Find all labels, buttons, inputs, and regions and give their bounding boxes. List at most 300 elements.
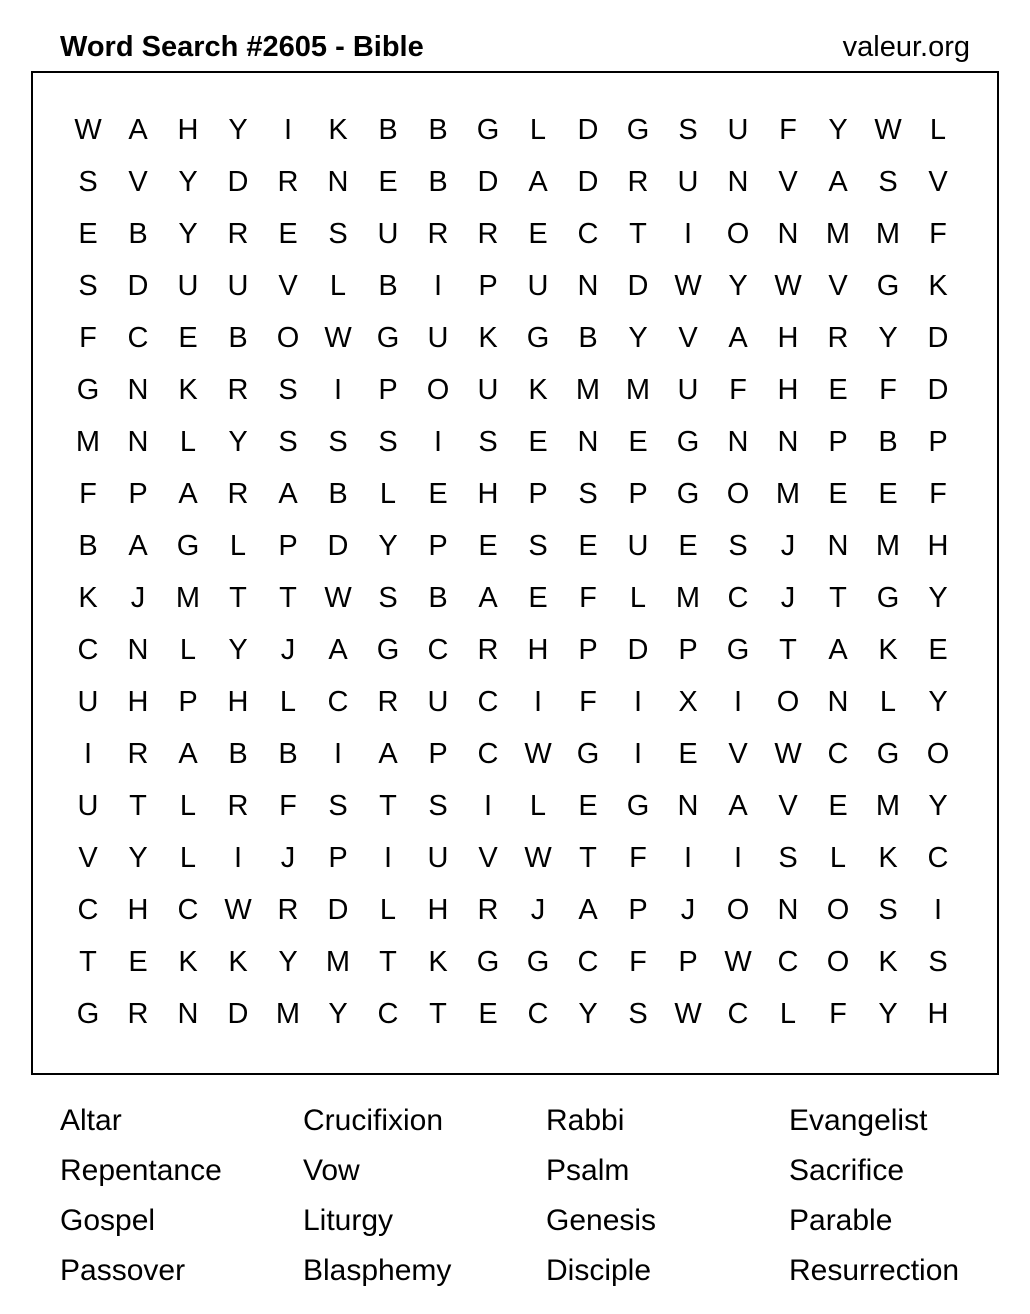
grid-letter: T bbox=[379, 790, 397, 822]
grid-letter: Y bbox=[328, 998, 348, 1030]
grid-letter: K bbox=[228, 946, 248, 978]
grid-letter: U bbox=[77, 686, 99, 718]
grid-letter: Y bbox=[178, 218, 198, 250]
grid-letter: T bbox=[629, 218, 647, 250]
grid-letter: E bbox=[528, 582, 548, 614]
grid-letter: U bbox=[427, 842, 449, 874]
grid-letter: E bbox=[878, 478, 898, 510]
word-list-item: Psalm bbox=[546, 1154, 630, 1187]
grid-letter: A bbox=[178, 738, 198, 770]
grid-letter: Y bbox=[278, 946, 298, 978]
grid-letter: F bbox=[629, 842, 647, 874]
grid-letter: G bbox=[676, 478, 700, 510]
grid-letter: K bbox=[178, 374, 198, 406]
grid-letter: J bbox=[680, 894, 696, 926]
word-list bbox=[60, 1096, 1000, 1296]
grid-letter: F bbox=[79, 478, 97, 510]
grid-letter: B bbox=[328, 478, 348, 510]
grid-letter: E bbox=[628, 426, 648, 458]
grid-letter: O bbox=[826, 946, 850, 978]
grid-letter: B bbox=[228, 738, 248, 770]
grid-letter: E bbox=[128, 946, 148, 978]
grid-letter: V bbox=[278, 270, 298, 302]
grid-letter: N bbox=[127, 634, 149, 666]
grid-letter: F bbox=[929, 478, 947, 510]
grid-letter: G bbox=[76, 998, 100, 1030]
grid-letter: I bbox=[683, 842, 693, 874]
grid-letter: S bbox=[278, 426, 298, 458]
grid-letter: U bbox=[427, 686, 449, 718]
grid-letter: I bbox=[233, 842, 243, 874]
grid-letter: A bbox=[378, 738, 398, 770]
grid-letter: Y bbox=[928, 582, 948, 614]
grid-letter: F bbox=[579, 686, 597, 718]
site-name: valeur.org bbox=[842, 31, 970, 63]
grid-letter: G bbox=[876, 738, 900, 770]
grid-letter: W bbox=[524, 842, 552, 874]
letter-grid bbox=[63, 104, 963, 1040]
grid-letter: D bbox=[227, 166, 249, 198]
grid-letter: A bbox=[828, 166, 848, 198]
grid-letter: S bbox=[628, 998, 648, 1030]
grid-letter: M bbox=[775, 478, 801, 510]
grid-letter: I bbox=[683, 218, 693, 250]
grid-letter: Y bbox=[228, 426, 248, 458]
grid-letter: H bbox=[227, 686, 249, 718]
grid-letter: L bbox=[529, 790, 547, 822]
grid-letter: A bbox=[728, 322, 748, 354]
grid-letter: U bbox=[377, 218, 399, 250]
grid-letter: B bbox=[578, 322, 598, 354]
grid-letter: P bbox=[678, 634, 698, 666]
grid-letter: K bbox=[328, 114, 348, 146]
grid-letter: K bbox=[878, 946, 898, 978]
grid-letter: L bbox=[379, 894, 397, 926]
grid-letter: T bbox=[279, 582, 297, 614]
grid-letter: S bbox=[478, 426, 498, 458]
grid-letter: N bbox=[727, 166, 749, 198]
grid-letter: S bbox=[928, 946, 948, 978]
grid-letter: P bbox=[278, 530, 298, 562]
grid-letter: S bbox=[728, 530, 748, 562]
grid-letter: E bbox=[178, 322, 198, 354]
grid-letter: Y bbox=[228, 634, 248, 666]
grid-letter: X bbox=[678, 686, 698, 718]
grid-letter: R bbox=[227, 478, 249, 510]
grid-letter: K bbox=[78, 582, 98, 614]
grid-letter: I bbox=[433, 426, 443, 458]
grid-letter: C bbox=[427, 634, 449, 666]
grid-letter: H bbox=[177, 114, 199, 146]
grid-letter: S bbox=[528, 530, 548, 562]
grid-letter: T bbox=[229, 582, 247, 614]
grid-letter: B bbox=[378, 114, 398, 146]
word-list-item: Parable bbox=[789, 1204, 893, 1237]
grid-letter: Y bbox=[228, 114, 248, 146]
word-list-item: Gospel bbox=[60, 1204, 156, 1237]
word-list-item: Evangelist bbox=[789, 1104, 928, 1137]
grid-letter: L bbox=[179, 842, 197, 874]
grid-letter: E bbox=[828, 790, 848, 822]
grid-letter: M bbox=[675, 582, 701, 614]
word-list-item: Disciple bbox=[546, 1254, 652, 1287]
grid-letter: K bbox=[178, 946, 198, 978]
grid-letter: E bbox=[78, 218, 98, 250]
grid-letter: H bbox=[477, 478, 499, 510]
grid-letter: C bbox=[827, 738, 849, 770]
grid-letter: S bbox=[878, 894, 898, 926]
grid-letter: R bbox=[477, 894, 499, 926]
grid-letter: S bbox=[278, 374, 298, 406]
grid-letter: A bbox=[728, 790, 748, 822]
word-list-item: Sacrifice bbox=[789, 1154, 905, 1187]
grid-letter: F bbox=[279, 790, 297, 822]
grid-letter: R bbox=[627, 166, 649, 198]
grid-letter: V bbox=[128, 166, 148, 198]
grid-letter: F bbox=[79, 322, 97, 354]
grid-letter: N bbox=[127, 374, 149, 406]
grid-letter: A bbox=[328, 634, 348, 666]
grid-letter: J bbox=[280, 634, 296, 666]
grid-letter: S bbox=[78, 270, 98, 302]
grid-letter: N bbox=[577, 426, 599, 458]
grid-letter: E bbox=[828, 374, 848, 406]
grid-letter: C bbox=[777, 946, 799, 978]
grid-letter: P bbox=[178, 686, 198, 718]
grid-letter: C bbox=[477, 738, 499, 770]
grid-letter: O bbox=[276, 322, 300, 354]
grid-letter: T bbox=[129, 790, 147, 822]
grid-letter: C bbox=[527, 998, 549, 1030]
grid-letter: F bbox=[729, 374, 747, 406]
grid-letter: N bbox=[577, 270, 599, 302]
grid-letter: D bbox=[627, 634, 649, 666]
word-list-item: Crucifixion bbox=[303, 1104, 444, 1137]
grid-letter: P bbox=[628, 894, 648, 926]
grid-letter: K bbox=[478, 322, 498, 354]
grid-letter: O bbox=[776, 686, 800, 718]
grid-letter: B bbox=[128, 218, 148, 250]
grid-letter: B bbox=[428, 114, 448, 146]
grid-letter: N bbox=[827, 530, 849, 562]
grid-letter: Y bbox=[178, 166, 198, 198]
grid-letter: K bbox=[928, 270, 948, 302]
grid-letter: M bbox=[575, 374, 601, 406]
grid-letter: T bbox=[79, 946, 97, 978]
grid-letter: K bbox=[878, 634, 898, 666]
page-title: Word Search #2605 - Bible bbox=[60, 31, 424, 63]
grid-letter: J bbox=[780, 530, 796, 562]
grid-letter: E bbox=[678, 530, 698, 562]
grid-letter: Y bbox=[378, 530, 398, 562]
grid-letter: R bbox=[227, 218, 249, 250]
grid-letter: R bbox=[477, 218, 499, 250]
grid-letter: S bbox=[878, 166, 898, 198]
grid-letter: D bbox=[577, 114, 599, 146]
grid-letter: N bbox=[327, 166, 349, 198]
grid-letter: P bbox=[928, 426, 948, 458]
grid-letter: C bbox=[127, 322, 149, 354]
grid-letter: M bbox=[875, 790, 901, 822]
grid-letter: W bbox=[524, 738, 552, 770]
grid-letter: O bbox=[726, 218, 750, 250]
grid-letter: L bbox=[229, 530, 247, 562]
grid-letter: D bbox=[627, 270, 649, 302]
grid-letter: G bbox=[526, 322, 550, 354]
grid-letter: A bbox=[828, 634, 848, 666]
grid-letter: C bbox=[727, 998, 749, 1030]
grid-letter: N bbox=[777, 218, 799, 250]
grid-letter: E bbox=[378, 166, 398, 198]
grid-letter: N bbox=[777, 426, 799, 458]
grid-letter: W bbox=[774, 270, 802, 302]
grid-letter: G bbox=[476, 946, 500, 978]
grid-letter: M bbox=[325, 946, 351, 978]
grid-letter: I bbox=[933, 894, 943, 926]
grid-letter: U bbox=[677, 374, 699, 406]
grid-letter: R bbox=[127, 738, 149, 770]
grid-letter: M bbox=[175, 582, 201, 614]
grid-letter: O bbox=[426, 374, 450, 406]
grid-letter: L bbox=[279, 686, 297, 718]
grid-letter: H bbox=[927, 530, 949, 562]
word-list-item: Vow bbox=[303, 1154, 360, 1187]
grid-letter: I bbox=[483, 790, 493, 822]
grid-letter: S bbox=[378, 582, 398, 614]
grid-letter: M bbox=[875, 218, 901, 250]
grid-letter: V bbox=[828, 270, 848, 302]
word-list-item: Genesis bbox=[546, 1204, 657, 1237]
grid-letter: N bbox=[827, 686, 849, 718]
grid-letter: L bbox=[629, 582, 647, 614]
grid-letter: E bbox=[678, 738, 698, 770]
grid-letter: F bbox=[829, 998, 847, 1030]
grid-letter: A bbox=[528, 166, 548, 198]
grid-letter: B bbox=[278, 738, 298, 770]
grid-letter: Y bbox=[728, 270, 748, 302]
grid-letter: W bbox=[674, 270, 702, 302]
grid-letter: C bbox=[77, 634, 99, 666]
grid-letter: Y bbox=[128, 842, 148, 874]
grid-letter: M bbox=[75, 426, 101, 458]
grid-letter: B bbox=[878, 426, 898, 458]
grid-letter: G bbox=[76, 374, 100, 406]
grid-letter: C bbox=[477, 686, 499, 718]
word-list-item: Liturgy bbox=[303, 1204, 394, 1237]
grid-letter: U bbox=[177, 270, 199, 302]
grid-letter: A bbox=[578, 894, 598, 926]
grid-letter: N bbox=[727, 426, 749, 458]
grid-letter: N bbox=[677, 790, 699, 822]
grid-letter: P bbox=[628, 478, 648, 510]
grid-letter: L bbox=[829, 842, 847, 874]
word-list-item: Passover bbox=[60, 1254, 186, 1287]
grid-letter: L bbox=[179, 634, 197, 666]
grid-letter: U bbox=[627, 530, 649, 562]
grid-letter: M bbox=[625, 374, 651, 406]
grid-letter: T bbox=[429, 998, 447, 1030]
grid-letter: F bbox=[779, 114, 797, 146]
grid-letter: Y bbox=[928, 790, 948, 822]
word-list-item: Rabbi bbox=[546, 1104, 625, 1137]
word-list-item: Resurrection bbox=[789, 1254, 960, 1287]
grid-letter: L bbox=[179, 426, 197, 458]
grid-letter: G bbox=[576, 738, 600, 770]
grid-letter: S bbox=[328, 426, 348, 458]
grid-letter: B bbox=[228, 322, 248, 354]
grid-letter: U bbox=[477, 374, 499, 406]
grid-letter: C bbox=[927, 842, 949, 874]
grid-letter: E bbox=[528, 218, 548, 250]
grid-letter: P bbox=[328, 842, 348, 874]
grid-letter: I bbox=[633, 686, 643, 718]
grid-letter: G bbox=[876, 582, 900, 614]
grid-letter: S bbox=[328, 218, 348, 250]
grid-letter: G bbox=[526, 946, 550, 978]
grid-letter: L bbox=[379, 478, 397, 510]
grid-letter: P bbox=[378, 374, 398, 406]
grid-letter: A bbox=[178, 478, 198, 510]
grid-letter: U bbox=[427, 322, 449, 354]
grid-letter: K bbox=[878, 842, 898, 874]
grid-letter: Y bbox=[578, 998, 598, 1030]
grid-letter: L bbox=[179, 790, 197, 822]
grid-letter: W bbox=[874, 114, 902, 146]
grid-letter: Y bbox=[878, 998, 898, 1030]
grid-letter: G bbox=[726, 634, 750, 666]
grid-letter: D bbox=[127, 270, 149, 302]
grid-letter: L bbox=[329, 270, 347, 302]
grid-letter: W bbox=[324, 322, 352, 354]
grid-letter: K bbox=[428, 946, 448, 978]
grid-letter: F bbox=[929, 218, 947, 250]
grid-letter: R bbox=[427, 218, 449, 250]
grid-letter: E bbox=[828, 478, 848, 510]
grid-letter: G bbox=[626, 790, 650, 822]
grid-letter: U bbox=[677, 166, 699, 198]
grid-letter: H bbox=[777, 374, 799, 406]
grid-letter: H bbox=[127, 894, 149, 926]
grid-letter: L bbox=[779, 998, 797, 1030]
grid-letter: U bbox=[77, 790, 99, 822]
grid-letter: J bbox=[280, 842, 296, 874]
word-list-item: Altar bbox=[60, 1104, 122, 1137]
grid-letter: O bbox=[726, 894, 750, 926]
grid-letter: G bbox=[376, 322, 400, 354]
grid-letter: V bbox=[778, 166, 798, 198]
grid-letter: K bbox=[528, 374, 548, 406]
grid-letter: S bbox=[378, 426, 398, 458]
grid-letter: D bbox=[327, 530, 349, 562]
grid-letter: E bbox=[578, 790, 598, 822]
grid-letter: R bbox=[277, 166, 299, 198]
grid-letter: C bbox=[77, 894, 99, 926]
grid-letter: J bbox=[530, 894, 546, 926]
grid-letter: L bbox=[529, 114, 547, 146]
grid-letter: I bbox=[333, 374, 343, 406]
grid-letter: C bbox=[327, 686, 349, 718]
word-list-item: Blasphemy bbox=[303, 1254, 452, 1287]
grid-letter: H bbox=[927, 998, 949, 1030]
grid-letter: V bbox=[778, 790, 798, 822]
grid-letter: R bbox=[127, 998, 149, 1030]
grid-letter: D bbox=[927, 322, 949, 354]
grid-letter: H bbox=[777, 322, 799, 354]
grid-letter: I bbox=[733, 686, 743, 718]
grid-letter: P bbox=[528, 478, 548, 510]
grid-letter: J bbox=[780, 582, 796, 614]
grid-letter: E bbox=[478, 998, 498, 1030]
grid-letter: Y bbox=[878, 322, 898, 354]
grid-letter: E bbox=[578, 530, 598, 562]
grid-letter: I bbox=[633, 738, 643, 770]
grid-letter: I bbox=[333, 738, 343, 770]
grid-letter: B bbox=[378, 270, 398, 302]
grid-letter: R bbox=[277, 894, 299, 926]
grid-letter: C bbox=[577, 218, 599, 250]
grid-letter: F bbox=[579, 582, 597, 614]
grid-letter: B bbox=[78, 530, 98, 562]
grid-letter: P bbox=[678, 946, 698, 978]
grid-letter: W bbox=[74, 114, 102, 146]
grid-letter: P bbox=[128, 478, 148, 510]
grid-letter: Y bbox=[828, 114, 848, 146]
grid-letter: G bbox=[876, 270, 900, 302]
grid-letter: D bbox=[227, 998, 249, 1030]
grid-letter: H bbox=[427, 894, 449, 926]
grid-letter: R bbox=[227, 374, 249, 406]
grid-letter: V bbox=[478, 842, 498, 874]
grid-letter: W bbox=[724, 946, 752, 978]
grid-letter: N bbox=[127, 426, 149, 458]
grid-letter: V bbox=[928, 166, 948, 198]
grid-letter: M bbox=[875, 530, 901, 562]
grid-letter: S bbox=[578, 478, 598, 510]
grid-letter: C bbox=[177, 894, 199, 926]
grid-letter: R bbox=[377, 686, 399, 718]
grid-letter: M bbox=[825, 218, 851, 250]
grid-letter: H bbox=[527, 634, 549, 666]
grid-letter: S bbox=[428, 790, 448, 822]
grid-letter: C bbox=[377, 998, 399, 1030]
grid-letter: I bbox=[533, 686, 543, 718]
grid-letter: F bbox=[879, 374, 897, 406]
grid-letter: G bbox=[476, 114, 500, 146]
grid-letter: R bbox=[477, 634, 499, 666]
grid-letter: P bbox=[428, 530, 448, 562]
grid-letter: P bbox=[478, 270, 498, 302]
grid-letter: D bbox=[577, 166, 599, 198]
grid-letter: E bbox=[928, 634, 948, 666]
grid-letter: R bbox=[827, 322, 849, 354]
grid-letter: B bbox=[428, 582, 448, 614]
grid-letter: G bbox=[676, 426, 700, 458]
grid-letter: D bbox=[927, 374, 949, 406]
grid-letter: G bbox=[626, 114, 650, 146]
grid-letter: F bbox=[629, 946, 647, 978]
grid-letter: O bbox=[726, 478, 750, 510]
grid-letter: P bbox=[578, 634, 598, 666]
grid-letter: M bbox=[275, 998, 301, 1030]
grid-letter: T bbox=[779, 634, 797, 666]
grid-letter: U bbox=[527, 270, 549, 302]
grid-letter: U bbox=[227, 270, 249, 302]
grid-letter: V bbox=[728, 738, 748, 770]
grid-letter: W bbox=[774, 738, 802, 770]
grid-letter: A bbox=[478, 582, 498, 614]
grid-letter: W bbox=[674, 998, 702, 1030]
grid-letter: J bbox=[130, 582, 146, 614]
